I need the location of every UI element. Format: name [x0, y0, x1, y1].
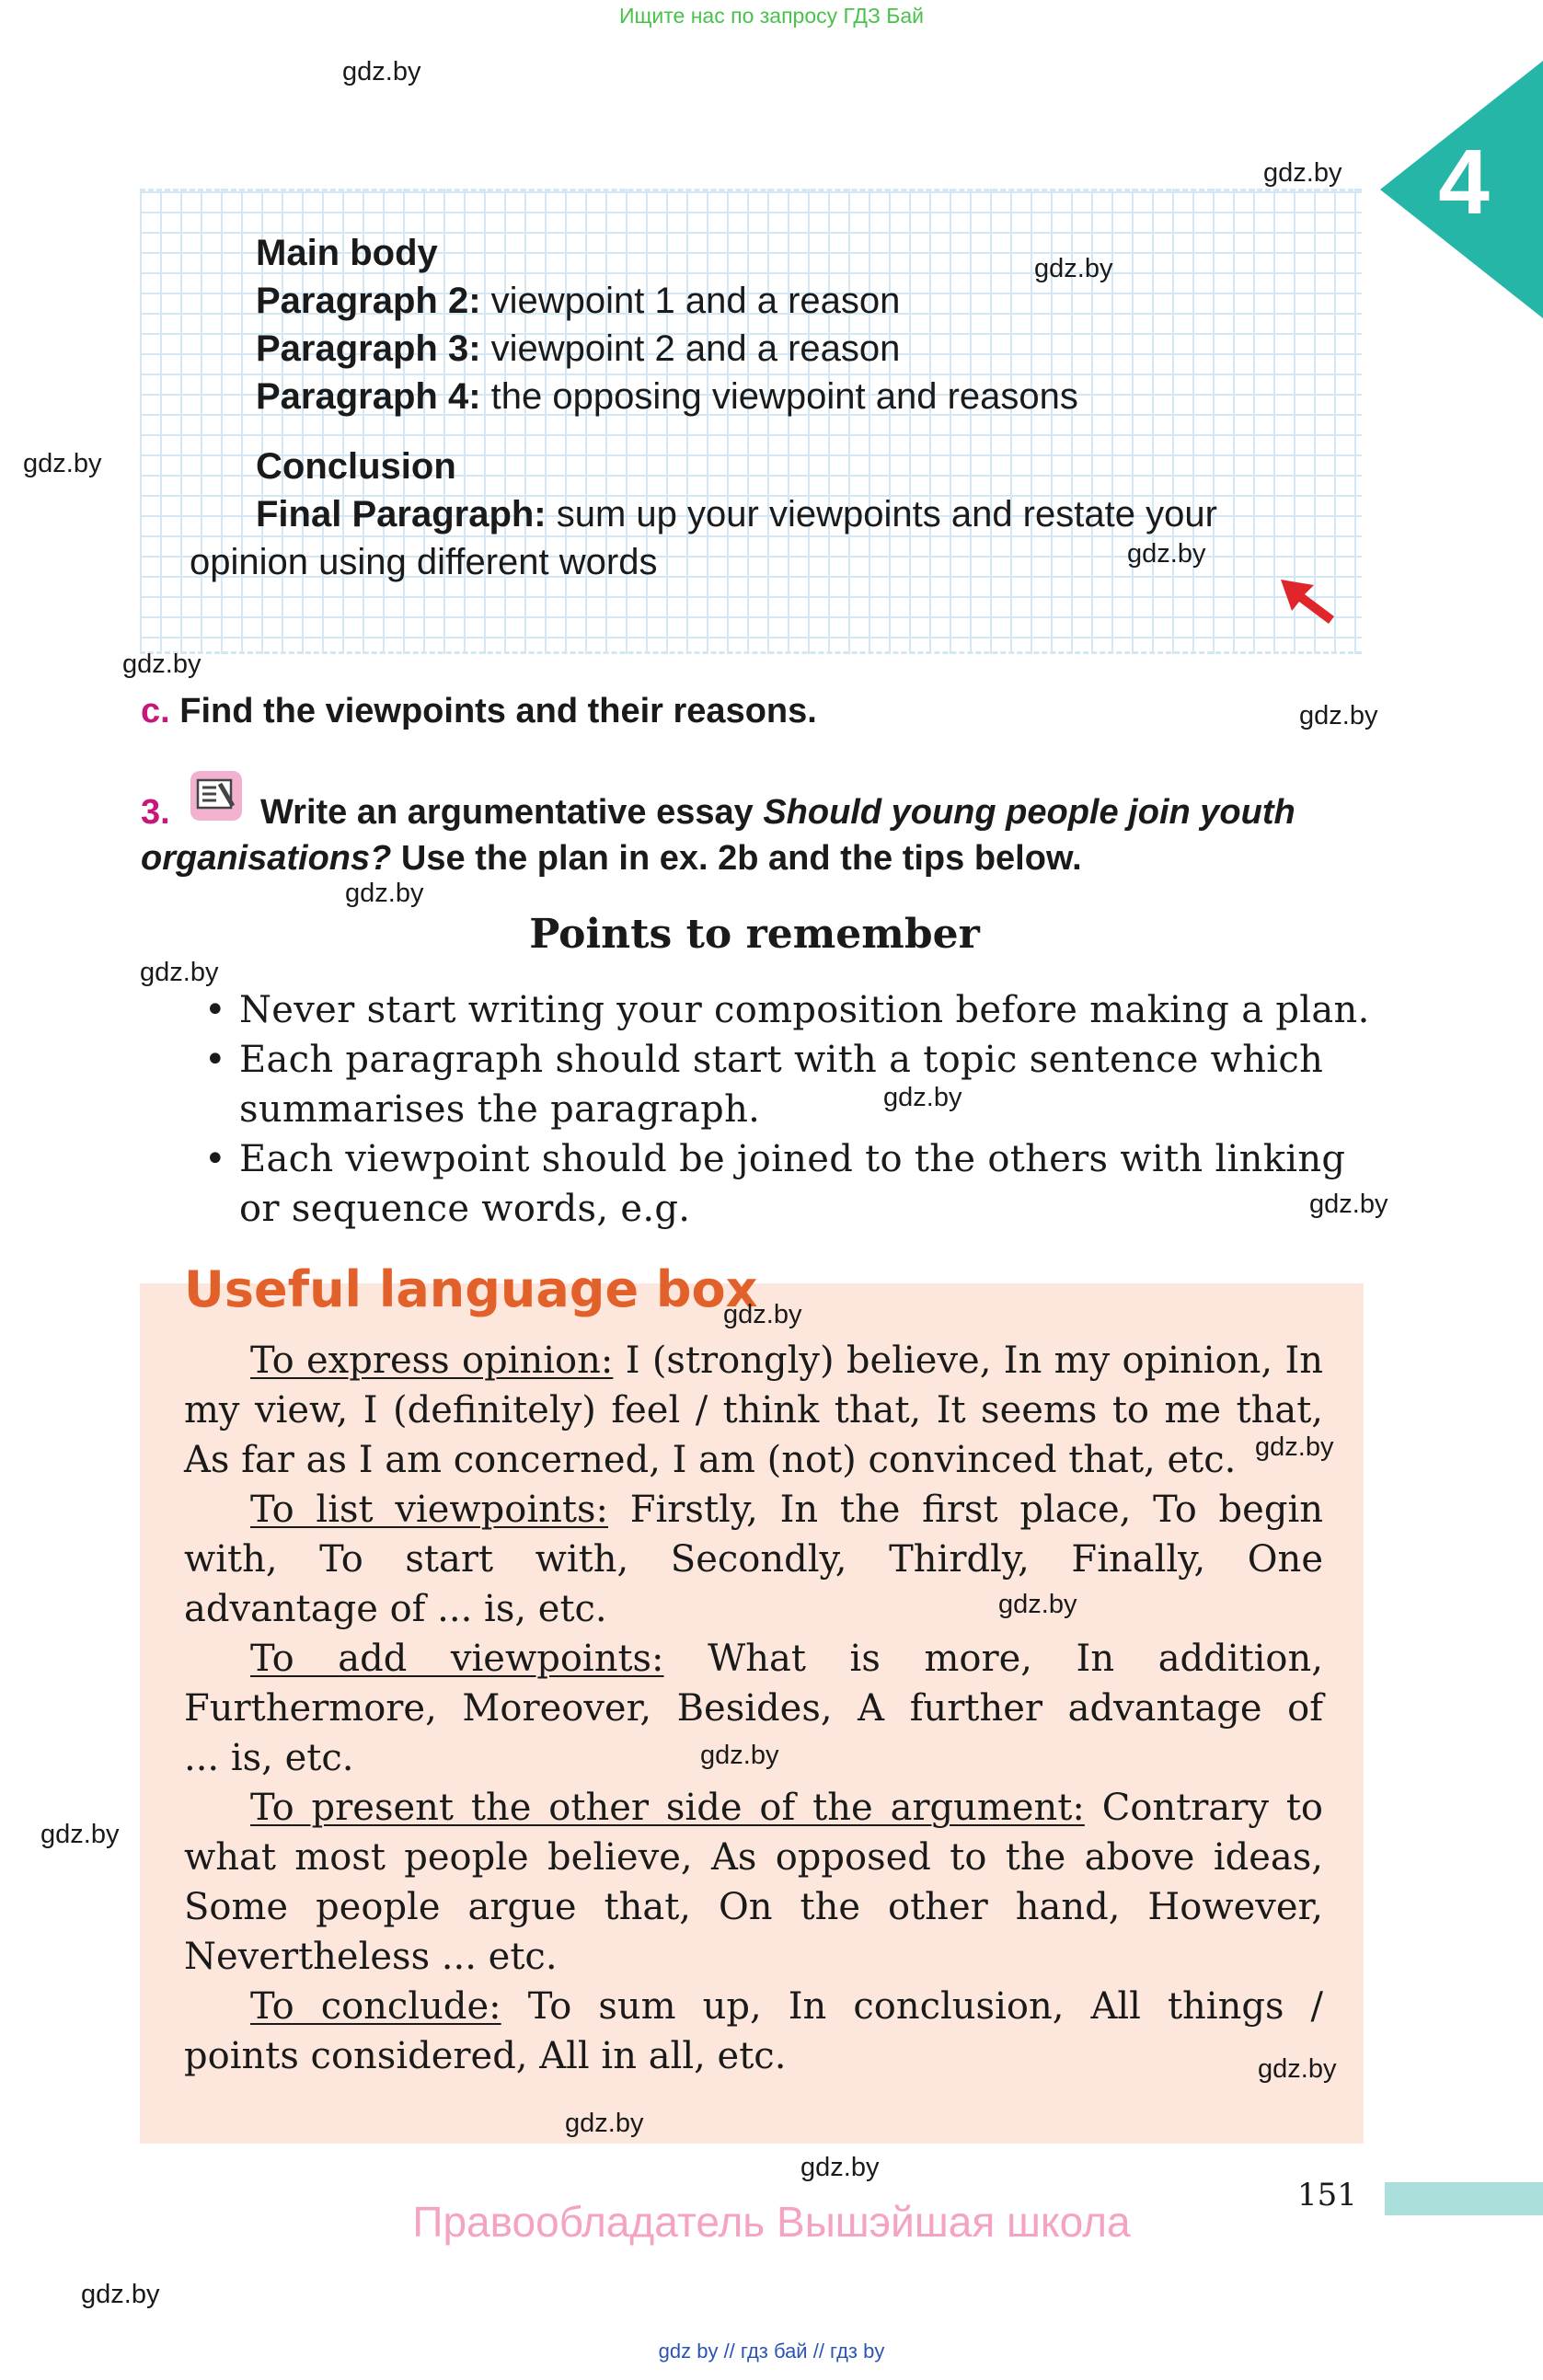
opinion-label: To express opinion: [250, 1339, 614, 1382]
task-c-text: Find the viewpoints and their reasons. [179, 692, 817, 730]
final-paragraph-label: Final Paragraph: [256, 494, 547, 535]
paragraph-3-label: Paragraph 3: [256, 328, 481, 369]
add-line-1: To add viewpoints: What is more, In addition, [250, 1638, 1323, 1680]
plan-final-paragraph-cont: opinion using different words [190, 542, 658, 582]
other-line-4: Nevertheless ... etc. [184, 1936, 558, 1978]
watermark: gdz.by [883, 1083, 962, 1112]
task-3-line-1: Write an argumentative essay Should young people join youth [260, 793, 1295, 832]
watermark: gdz.by [342, 57, 421, 86]
add-label: To add viewpoints: [250, 1638, 664, 1680]
paragraph-2-text: viewpoint 1 and a reason [480, 281, 901, 321]
conclude-line-2: points considered, All in all, etc. [184, 2035, 787, 2077]
plan-paragraph-2 [256, 281, 900, 322]
point-2: Each paragraph should start with a topic sentence which [239, 1039, 1324, 1081]
point-3-cont: or sequence words, e.g. [239, 1188, 691, 1230]
list-line-1: To list viewpoints: Firstly, In the first place, To begin [250, 1489, 1323, 1531]
watermark: gdz.by [723, 1300, 802, 1329]
conclude-line-1: To conclude: To sum up, In conclusion, All things / [250, 1985, 1324, 2028]
watermark: gdz.by [1255, 1432, 1334, 1462]
watermark: gdz.by [1263, 158, 1342, 188]
add-line-3: ... is, etc. [184, 1737, 354, 1779]
paragraph-3-text: viewpoint 2 and a reason [480, 328, 901, 369]
plan-paragraph-3 [256, 328, 900, 370]
chapter-number: 4 [1438, 131, 1490, 234]
task-3-line-2: organisations? Use the plan in ex. 2b and the tips below. [141, 839, 1082, 878]
watermark: gdz.by [122, 650, 202, 679]
opinion-line-3: As far as I am concerned, I am (not) convinced that, etc. [184, 1439, 1237, 1481]
useful-language-title: Useful language box [184, 1260, 758, 1318]
opinion-line-1: To express opinion: I (strongly) believe, In my opinion, In [250, 1339, 1324, 1382]
paragraph-4-text: the opposing viewpoint and reasons [480, 376, 1078, 417]
task-c [141, 692, 817, 731]
list-line-3: advantage of ... is, etc. [184, 1588, 607, 1630]
top-banner: Ищите нас по запросу ГДЗ Бай [618, 4, 925, 28]
writing-icon [189, 769, 244, 822]
conclude-label: To conclude: [250, 1985, 501, 2028]
copyright-notice: Правообладатель Вышэйшая школа [412, 2198, 1131, 2246]
bullet-1: • [204, 989, 226, 1031]
opinion-line-2: my view, I (definitely) feel / think that, It seems to me that, [184, 1389, 1323, 1431]
watermark: gdz.by [345, 879, 424, 908]
bullet-2: • [204, 1039, 226, 1081]
other-line-1: To present the other side of the argument: Contrary to [250, 1787, 1324, 1829]
watermark: gdz.by [1299, 701, 1378, 730]
essay-title-a: Should young people join youth [763, 793, 1295, 832]
plan-paragraph-4 [256, 376, 1078, 418]
watermark: gdz.by [81, 2280, 160, 2309]
watermark: gdz.by [1309, 1190, 1388, 1219]
paragraph-2-label: Paragraph 2: [256, 281, 481, 321]
footer-links: gdz by // гдз бай // гдз by [658, 2340, 885, 2363]
watermark: gdz.by [800, 2153, 880, 2182]
page-number: 151 [1297, 2177, 1357, 2213]
other-side-label: To present the other side of the argument: [250, 1787, 1085, 1829]
watermark: gdz.by [40, 1820, 120, 1849]
point-2-cont: summarises the paragraph. [239, 1088, 761, 1131]
task-3-number: 3. [141, 793, 170, 832]
watermark: gdz.by [23, 449, 102, 478]
watermark: gdz.by [140, 958, 219, 987]
watermark: gdz.by [998, 1590, 1077, 1619]
add-line-2: Furthermore, Moreover, Besides, A further advantage of [184, 1687, 1323, 1730]
other-line-3: Some people argue that, On the other hand, However, [184, 1886, 1323, 1928]
watermark: gdz.by [1034, 254, 1113, 283]
paragraph-4-label: Paragraph 4: [256, 376, 481, 417]
plan-final-paragraph [256, 494, 1217, 535]
list-line-2: with, To start with, Secondly, Thirdly, Finally, One [184, 1538, 1323, 1581]
other-line-2: what most people believe, As opposed to the above ideas, [184, 1836, 1323, 1879]
watermark: gdz.by [1258, 2054, 1337, 2084]
final-paragraph-text: sum up your viewpoints and restate your [546, 494, 1217, 535]
red-arrow-icon [1277, 576, 1340, 627]
task-c-letter: c. [141, 692, 170, 730]
point-1: Never start writing your composition before making a plan. [239, 989, 1370, 1031]
main-body-heading: Main body [256, 233, 438, 273]
bullet-3: • [204, 1138, 226, 1180]
points-heading: Points to remember [529, 911, 980, 958]
watermark: gdz.by [1127, 539, 1206, 569]
watermark: gdz.by [700, 1741, 779, 1770]
point-3: Each viewpoint should be joined to the others with linking [239, 1138, 1346, 1180]
conclusion-heading: Conclusion [256, 446, 456, 487]
watermark: gdz.by [565, 2109, 644, 2138]
list-label: To list viewpoints: [250, 1489, 608, 1531]
essay-title-b: organisations? [141, 839, 392, 878]
